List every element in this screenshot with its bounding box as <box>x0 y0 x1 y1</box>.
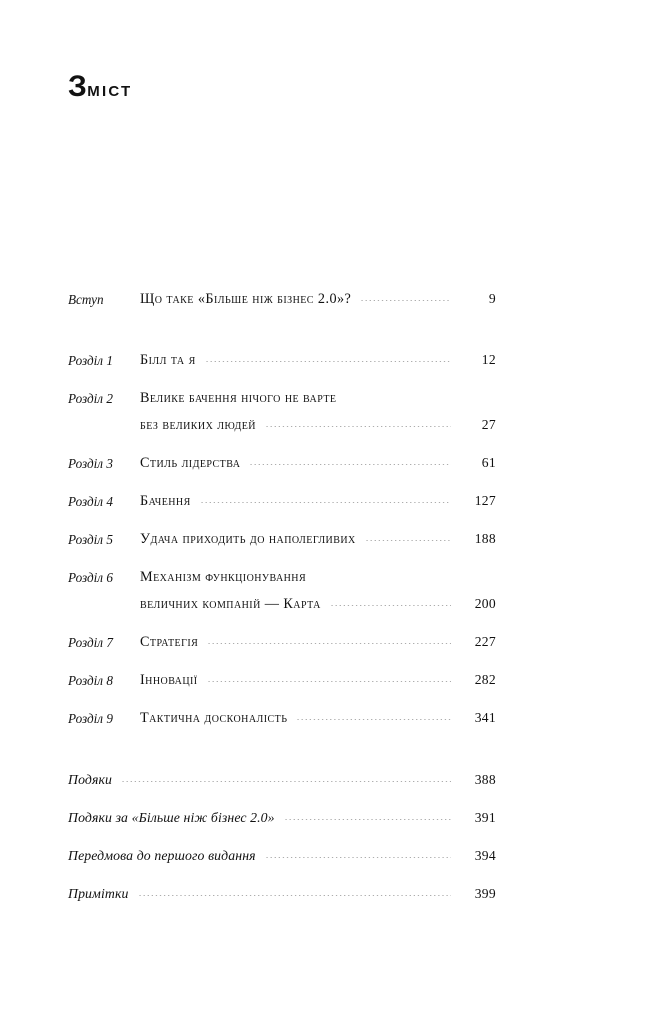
toc-entry[interactable] <box>68 842 496 869</box>
toc-entry-label: Розділ 1 <box>68 352 113 368</box>
toc-entry-page-number: 200 <box>474 596 496 611</box>
toc-entry[interactable] <box>68 385 496 412</box>
toc-entry-title: Що таке «Більше ніж бізнес 2.0»? <box>140 291 352 307</box>
toc-entry-page-number: 188 <box>474 531 496 546</box>
toc-entry-title: Подяки <box>68 771 113 787</box>
toc-leader-dots <box>207 643 451 644</box>
toc-entry-label: Розділ 8 <box>68 672 113 688</box>
toc-entry-label: Розділ 9 <box>68 710 113 726</box>
toc-group-spacer <box>68 694 496 705</box>
toc-entry-page-number: 27 <box>481 417 496 432</box>
toc-entry-page-number: 391 <box>474 809 496 825</box>
toc-entry-body <box>140 569 496 586</box>
toc-entry[interactable] <box>68 412 496 439</box>
toc-entry-label: Розділ 2 <box>68 390 113 406</box>
toc-leader-dots <box>207 681 451 682</box>
toc-entry-body <box>140 352 496 369</box>
toc-entry[interactable] <box>68 450 496 477</box>
toc-entry-label: Вступ <box>68 291 104 307</box>
toc-group-spacer <box>68 439 496 450</box>
toc-leader-dots <box>200 502 451 503</box>
toc-entry[interactable] <box>68 667 496 694</box>
toc-entry-page-number: 61 <box>481 455 496 470</box>
toc-entry[interactable] <box>68 564 496 591</box>
toc-entry-body <box>68 886 496 902</box>
toc-group-spacer <box>68 869 496 880</box>
toc-entry-title: Удача приходить до наполегливих <box>140 531 356 547</box>
toc-group-spacer <box>68 374 496 385</box>
toc-entry-page-number: 394 <box>474 847 496 863</box>
toc-leader-dots <box>360 300 451 301</box>
toc-entry-title: Тактична досконалість <box>140 710 288 726</box>
toc-entry-title: Інновації <box>140 672 198 688</box>
page-title <box>68 72 132 102</box>
toc-leader-dots <box>138 895 451 896</box>
toc-entry[interactable] <box>68 591 496 618</box>
toc-entry[interactable] <box>68 488 496 515</box>
toc-entry-body <box>140 710 496 727</box>
toc-entry-title: величних компаній — Карта <box>140 596 321 612</box>
toc-entry-title: Велике бачення нічого не варте <box>140 390 337 406</box>
toc-leader-dots <box>121 781 451 782</box>
toc-group-spacer <box>68 553 496 564</box>
toc-leader-dots <box>265 426 451 427</box>
page-title-initial: З <box>68 70 88 103</box>
toc-group-spacer <box>68 477 496 488</box>
toc-entry[interactable] <box>68 629 496 656</box>
toc-leader-dots <box>365 540 451 541</box>
toc-entry-title: Передмова до першого видання <box>68 847 256 863</box>
toc-entry-body <box>140 455 496 472</box>
toc-entry[interactable] <box>68 880 496 907</box>
toc-entry-label: Розділ 3 <box>68 455 113 471</box>
toc-entry[interactable] <box>68 286 496 313</box>
toc-entry-body <box>140 672 496 689</box>
toc-entry-page-number: 341 <box>474 710 496 725</box>
toc-entry-body <box>68 810 496 826</box>
toc-group-spacer <box>68 313 496 347</box>
toc-entry-page-number: 127 <box>474 493 496 508</box>
toc-entry[interactable] <box>68 766 496 793</box>
toc-entry-page-number: 227 <box>474 634 496 649</box>
toc-entry-title: без великих людей <box>140 417 256 433</box>
toc-entry[interactable] <box>68 526 496 553</box>
toc-entry-page-number: 388 <box>474 771 496 787</box>
toc-group-spacer <box>68 732 496 766</box>
toc-entry-title: Білл та я <box>140 352 196 368</box>
toc-entry-label: Розділ 6 <box>68 569 113 585</box>
toc-entry-body <box>68 772 496 788</box>
toc-entry-title: Стиль лідерства <box>140 455 241 471</box>
toc-entry-page-number: 12 <box>481 352 496 367</box>
toc-leader-dots <box>330 605 451 606</box>
toc-entry-title: Примітки <box>68 885 129 901</box>
toc-leader-dots <box>345 399 451 400</box>
toc-entry-label: Розділ 5 <box>68 531 113 547</box>
toc-entry-body <box>140 634 496 651</box>
page-title-rest: міст <box>87 76 133 101</box>
toc-entry-body <box>140 596 496 613</box>
toc-group-spacer <box>68 793 496 804</box>
toc-leader-dots <box>205 361 451 362</box>
toc-entry-page-number: 399 <box>474 885 496 901</box>
toc-leader-dots <box>296 719 451 720</box>
toc-entry-title: Бачення <box>140 493 191 509</box>
toc-leader-dots <box>315 578 451 579</box>
toc-entry-list <box>68 286 496 907</box>
toc-leader-dots <box>265 857 451 858</box>
toc-entry-body <box>140 390 496 407</box>
toc-entry-body <box>140 531 496 548</box>
toc-group-spacer <box>68 656 496 667</box>
toc-entry[interactable] <box>68 804 496 831</box>
toc-leader-dots <box>284 819 451 820</box>
toc-entry-page-number: 9 <box>488 291 496 306</box>
toc-entry[interactable] <box>68 347 496 374</box>
toc-entry-body <box>68 848 496 864</box>
toc-entry-label: Розділ 7 <box>68 634 113 650</box>
toc-group-spacer <box>68 515 496 526</box>
toc-leader-dots <box>249 464 451 465</box>
toc-entry-page-number: 282 <box>474 672 496 687</box>
toc-entry-body <box>140 417 496 434</box>
toc-entry[interactable] <box>68 705 496 732</box>
toc-group-spacer <box>68 831 496 842</box>
toc-entry-body <box>140 493 496 510</box>
toc-entry-label: Розділ 4 <box>68 493 113 509</box>
toc-entry-title: Механізм функціонування <box>140 569 307 585</box>
toc-group-spacer <box>68 618 496 629</box>
toc-entry-title: Подяки за «Більше ніж бізнес 2.0» <box>68 809 275 825</box>
toc-entry-body <box>140 291 496 308</box>
toc-entry-title: Стратегія <box>140 634 199 650</box>
